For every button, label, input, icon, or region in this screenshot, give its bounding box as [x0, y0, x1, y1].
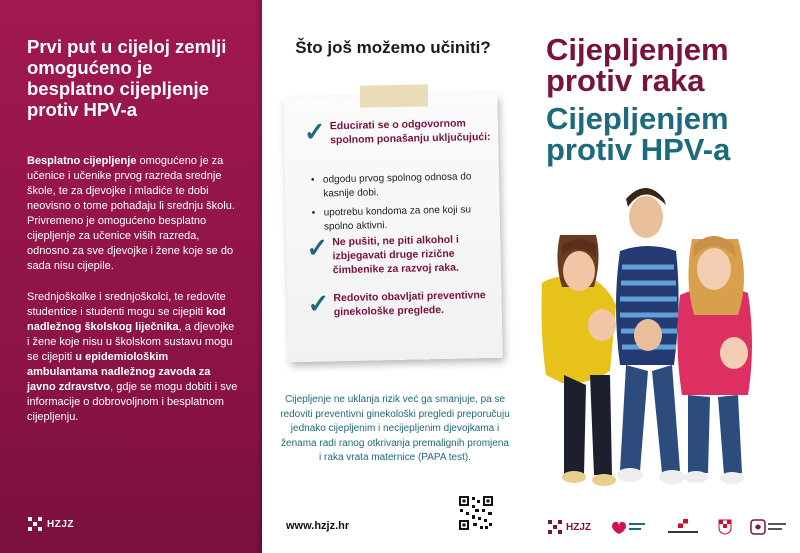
middle-heading: Što još možemo učiniti?: [295, 38, 491, 57]
left-p2-bold-2: u epidemiološkim ambulantama nadležnog zavoda za javno zdravstvo: [27, 351, 211, 393]
note-paper: [283, 94, 502, 362]
ministry-education-logo-icon: [666, 518, 700, 536]
left-p2-a: Srednjoškolke i srednjoškolci, te redovite studentice i studenti mogu se cijepiti: [27, 291, 226, 318]
checkmark-icon: ✓: [307, 288, 330, 319]
left-p2-c: , a djevojke i žene koje nisu u školskom sustavu mogu se cijepiti: [27, 321, 235, 363]
checklist-item-title: Educirati se o odgovornom spolnom ponašanju uključujući:: [329, 117, 491, 147]
middle-panel: [262, 0, 524, 553]
bullet-list: [309, 170, 480, 240]
boy-blue-figure: [616, 188, 685, 484]
left-p1-rest: omogućeno je za učenice i učenike prvog razreda srednje škole, te za djevojke i mladiće te dobi neovisno o tome pohađaju li srednju školu. Privremeno je omogućeno besplatno cijepljenje za učenice viših razreda, odnosno za sve djevojke i žene koje se do sada nisu cijepile.: [27, 155, 235, 272]
left-title: Prvi put u cijeloj zemlji omogućeno je besplatno cijepljenje protiv HPV-a: [27, 36, 227, 120]
teens-thumbs-up-photo: [524, 175, 800, 505]
middle-paragraph: Cijepljenje ne uklanja rizik već ga smanjuje, pa se redoviti preventivni ginekološki pregledi preporučuju jednako cijepljenim i necijepljenim djevojkama i ženama radi ranog otkrivanja premalignih promjena i raka vrata maternice (PAPA test).: [280, 394, 510, 463]
checklist-item-title: Ne pušiti, ne piti alkohol i izbjegavati druge rizične čimbenike za razvoj raka.: [332, 233, 460, 277]
cover-title-cancer: Cijepljenjem protiv raka: [546, 32, 729, 98]
hzjz-logo-right: [548, 520, 591, 534]
right-panel: [524, 0, 800, 553]
bullet-item: • odgodu prvog spolnog odnosa do kasnije dobi.: [309, 170, 480, 201]
ministry-health-logo-icon: [609, 518, 647, 536]
croatian-coat-of-arms-icon: [718, 519, 732, 535]
qr-code-icon: [458, 495, 494, 531]
hzjz-mark-icon: [548, 520, 562, 534]
girl-yellow-figure: [542, 235, 617, 486]
left-paragraph-2: [27, 290, 238, 425]
checklist-item-1: [303, 116, 494, 147]
checkmark-icon: ✓: [306, 232, 329, 263]
cover-title-hpv: Cijepljenjem protiv HPV-a: [546, 101, 731, 167]
left-panel: [0, 0, 262, 553]
hzjz-logo-text: HZJZ: [566, 521, 591, 533]
hzjz-logo-left: [28, 517, 74, 531]
tape-strip: [360, 84, 428, 107]
hzjz-mark-icon: [28, 517, 42, 531]
ministry-logo-icon: [750, 518, 788, 536]
partner-logos: [548, 514, 788, 540]
left-paragraph-1: [27, 154, 238, 274]
left-p1-bold: Besplatno cijepljenje: [27, 155, 137, 167]
hzjz-logo-text: HZJZ: [47, 518, 74, 530]
checklist-item-3: [307, 288, 497, 319]
website-link[interactable]: www.hzjz.hr: [286, 520, 350, 532]
bullet-item: • upotrebu kondoma za one koji su spolno aktivni.: [310, 203, 481, 234]
left-p2-d: , gdje se mogu dobiti i sve informacije o dobrovoljnom i besplatnom cijepljenju.: [27, 381, 238, 423]
left-p2-bold-1: kod nadležnog školskog liječnika: [27, 306, 226, 333]
girl-pink-figure: [677, 236, 752, 484]
checklist-item-title: Redovito obavljati preventivne ginekološke preglede.: [333, 289, 486, 319]
checkmark-icon: ✓: [303, 116, 327, 147]
